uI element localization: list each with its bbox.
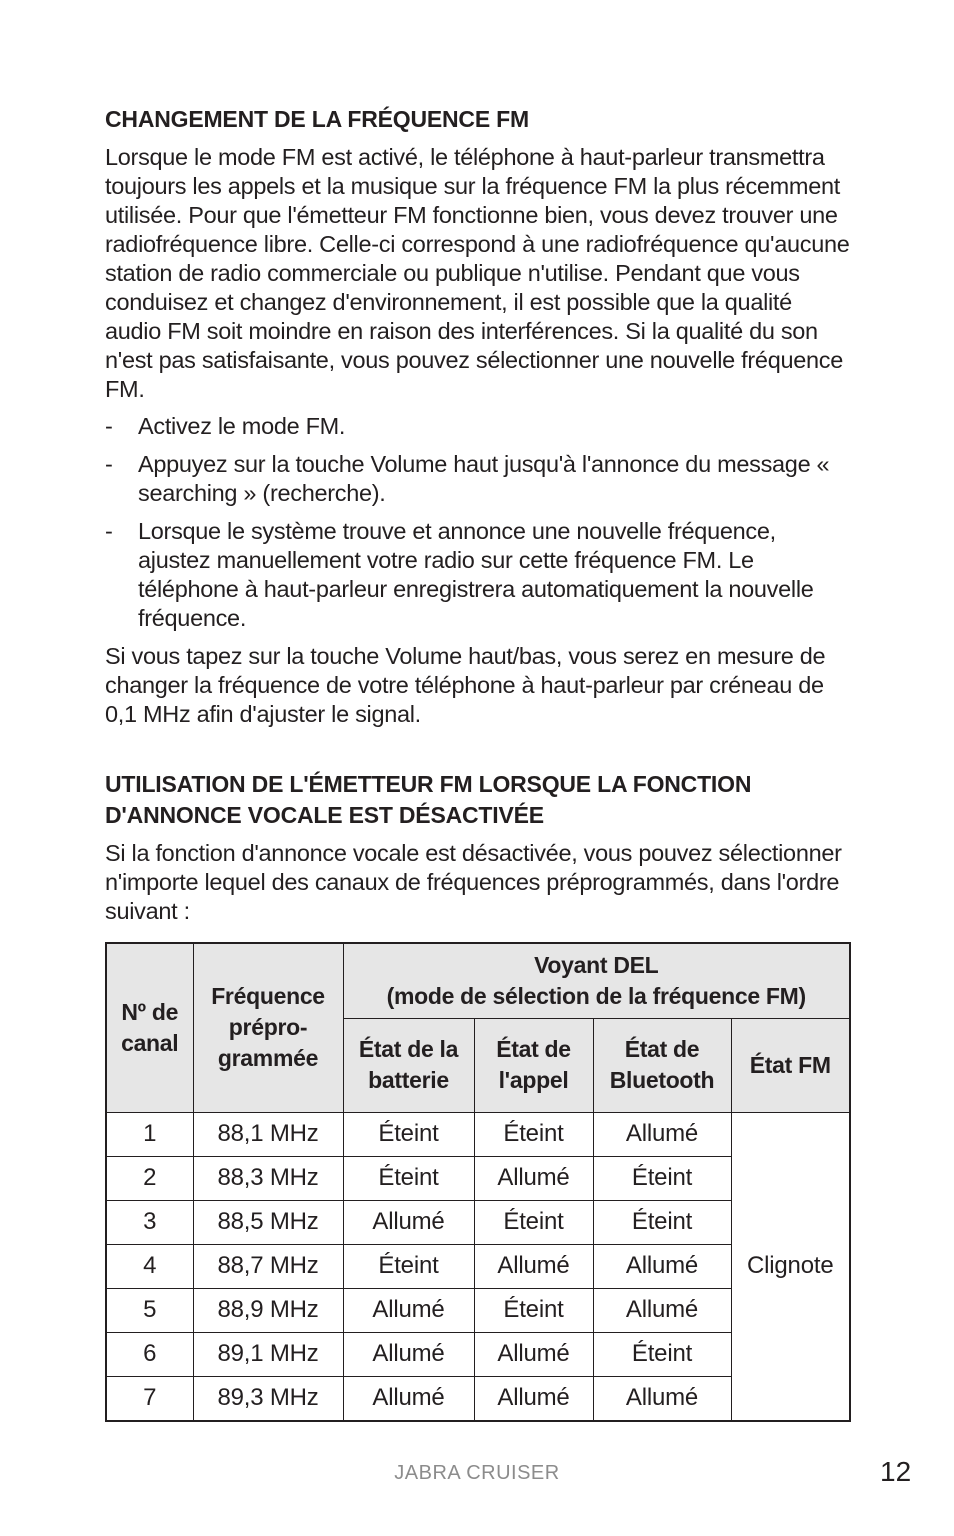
table-row: 2 88,3 MHz Éteint Allumé Éteint (106, 1156, 850, 1200)
header-channel: Nº de canal (106, 943, 193, 1112)
frequency-table (105, 942, 851, 1422)
page-content (105, 104, 853, 1422)
header-frequency: Fréquence prépro- grammée (193, 943, 343, 1112)
table-row: 1 88,1 MHz Éteint Éteint Allumé Clignote (106, 1112, 850, 1156)
section-heading-fm-frequency: CHANGEMENT DE LA FRÉQUENCE FM (105, 106, 529, 132)
voice-off-paragraph: Si la fonction d'annonce vocale est désactivée, vous pouvez sélectionner n'importe lequel des canaux de fréquences préprogrammés, dans l'ordre suivant : (105, 840, 842, 924)
section-heading-voice-off: UTILISATION DE L'ÉMETTEUR FM LORSQUE LA FONCTION D'ANNONCE VOCALE EST DÉSACTIVÉE (105, 771, 752, 828)
volume-paragraph: Si vous tapez sur la touche Volume haut/bas, vous serez en mesure de changer la fréquence de votre téléphone à haut-parleur par créneau de 0,1 MHz afin d'ajuster le signal. (105, 643, 826, 727)
table-row: 5 88,9 MHz Allumé Éteint Allumé (106, 1288, 850, 1332)
dash-marker: - (105, 413, 113, 439)
header-call: État de l'appel (474, 1018, 593, 1112)
dash-marker: - (105, 518, 113, 544)
list-item: - Appuyez sur la touche Volume haut jusqu'à l'annonce du message « searching » (recherche). (105, 451, 830, 506)
fm-state-cell: Clignote (731, 1112, 850, 1421)
list-item: - Activez le mode FM. (105, 413, 346, 439)
table-row: 4 88,7 MHz Éteint Allumé Allumé (106, 1244, 850, 1288)
header-bluetooth: État de Bluetooth (593, 1018, 731, 1112)
list-item: - Lorsque le système trouve et annonce une nouvelle fréquence, ajustez manuellement votre radio sur cette fréquence FM. Le téléphone à haut-parleur enregistrera automatiquement la nouvelle fréquence. (105, 518, 814, 631)
fm-mode-paragraph: Lorsque le mode FM est activé, le téléphone à haut-parleur transmettra toujours les appels et la musique sur la fréquence FM la plus récemment utilisée. Pour que l'émetteur FM fonctionne bien, vous devez trouver une radiofréquence libre. Celle-ci correspond à une radiofréquence qu'aucune station de radio commerciale ou publique n'utilise. Pendant que vous conduisez et changez d'environnement, il est possible que la qualité audio FM soit moindre en raison des interférences. Si la qualité du son n'est pas satisfaisante, vous pouvez sélectionner une nouvelle fréquence FM. (105, 144, 850, 402)
footer-product-name: JABRA CRUISER (394, 1462, 560, 1484)
page-number: 12 (880, 1456, 912, 1487)
header-led-group: Voyant DEL (mode de sélection de la fréquence FM) (343, 943, 850, 1018)
steps-list (105, 412, 853, 633)
header-fm: État FM (731, 1018, 850, 1112)
dash-marker: - (105, 451, 113, 477)
table-row: 3 88,5 MHz Allumé Éteint Éteint (106, 1200, 850, 1244)
table-row: 7 89,3 MHz Allumé Allumé Allumé (106, 1376, 850, 1421)
table-row: 6 89,1 MHz Allumé Allumé Éteint (106, 1332, 850, 1376)
header-battery: État de la batterie (343, 1018, 474, 1112)
